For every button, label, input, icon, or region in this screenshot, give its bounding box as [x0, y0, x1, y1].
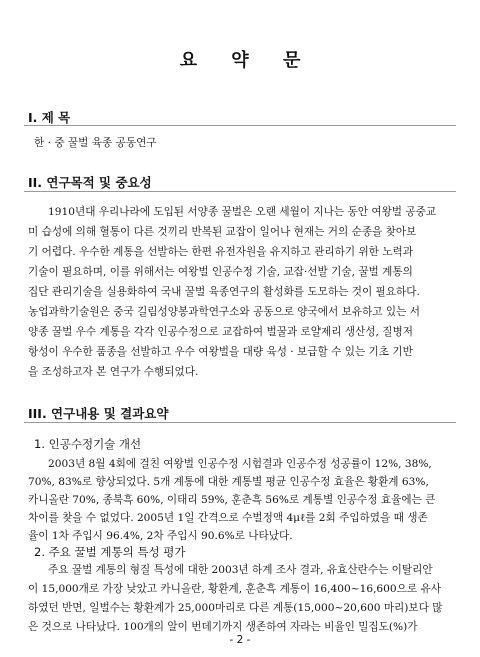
section-2-divider	[24, 191, 456, 192]
paragraph-line: 기 어렵다. 우수한 계통을 선발하는 한편 유전자원을 유지하고 관리하기 위한 노력과	[28, 246, 413, 258]
subsection-1-heading: 1. 인공수정기술 개선	[34, 437, 142, 451]
section-3-divider	[24, 422, 456, 423]
section-1-heading: I. 제 목	[28, 110, 71, 125]
paragraph-line: 은 것으로 나타났다. 100개의 알이 번데기까지 생존하여 자라는 비율인 밀집도(%)가	[28, 621, 418, 633]
section-3-heading: III. 연구내용 및 결과요약	[28, 406, 169, 421]
paragraph-line: 2003년 8월 4회에 걸친 여왕벌 인공수정 시험결과 인공수정 성공률이 12%, 38%,	[48, 458, 432, 470]
paragraph-line: 70%, 83%로 향상되었다. 5개 계통에 대한 계통별 평균 인공수정 효율은 황환계 63%,	[28, 476, 429, 488]
paragraph-line: 1910년대 우리나라에 도입된 서양종 꿀벌은 오랜 세월이 지나는 동안 여왕벌 공중교	[48, 206, 437, 218]
paragraph-line: 기술이 필요하며, 이를 위해서는 여왕벌 인공수정 기술, 교잡·선발 기술, 꿀벌 계통의	[28, 266, 413, 278]
paragraph-line: 양종 꿀벌 우수 계통을 각각 인공수정으로 교잡하여 벌꿀과 로얄제리 생산성, 질병저	[28, 326, 413, 338]
paragraph-line: 하였던 반면, 일벌수는 황환계가 25,000마리로 다른 계통(15,000~20,600 마리)보다 많	[28, 602, 443, 614]
subsection-2-heading: 2. 주요 꿀벌 계통의 특성 평가	[34, 545, 186, 559]
section-1-body: 한 · 중 꿀벌 육종 공동연구	[34, 137, 157, 149]
paragraph-line: 주요 꿀벌 계통의 형질 특성에 대한 2003년 하계 조사 결과, 유효산란수는 이탈리안	[48, 564, 433, 576]
paragraph-line: 농업과학기술원은 중국 길림성양봉과학연구소와 공동으로 양국에서 보유하고 있는 서	[28, 306, 420, 318]
paragraph-line: 미 습성에 의해 혈통이 다른 것끼리 반복된 교잡이 일어나 현재는 거의 순종을 찾아보	[28, 226, 417, 238]
section-2-heading: II. 연구목적 및 중요성	[28, 175, 152, 190]
page-number: - 2 -	[229, 634, 251, 646]
section-1-divider	[24, 125, 456, 126]
paragraph-line: 집단 관리기술을 실용화하여 국내 꿀벌 육종연구의 활성화를 도모하는 것이 필요하다.	[28, 286, 420, 298]
paragraph-line: 항성이 우수한 품종을 선발하고 우수 여왕벌을 대량 육성 · 보급할 수 있는 기초 기반	[28, 346, 413, 358]
page-title: 요 약 문	[179, 50, 315, 71]
paragraph-line: 율이 1차 주입시 96.4%, 2차 주입시 90.6%로 나타났다.	[28, 530, 293, 542]
paragraph-line: 이 15,000개로 가장 낮았고 카니올란, 황환계, 훈춘흑 계통이 16,400~16,600으로 유사	[28, 583, 441, 595]
paragraph-line: 차이를 찾을 수 없었다. 2005년 1일 간격으로 수벌정액 4μℓ를 2회 주입하였을 때 생존	[28, 512, 428, 524]
paragraph-line: 카니올란 70%, 종북흑 60%, 이태리 59%, 훈춘흑 56%로 계통별 인공수정 효율에는 큰	[28, 494, 436, 506]
paragraph-line: 을 조성하고자 본 연구가 수행되었다.	[28, 366, 199, 378]
